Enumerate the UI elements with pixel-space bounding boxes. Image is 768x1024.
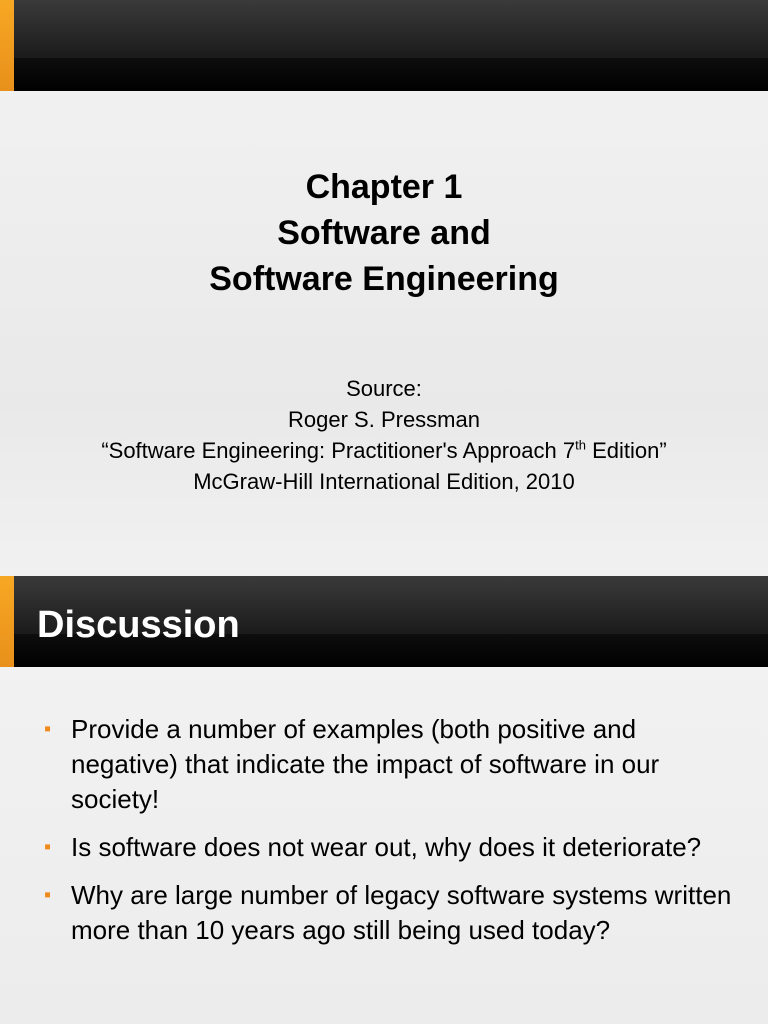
slide-title (0, 164, 768, 302)
bullet-text: Provide a number of examples (both positive and negative) that indicate the impact of software in our society! (71, 714, 660, 814)
book-title-prefix: “Software Engineering: Practitioner's Approach 7 (101, 438, 576, 463)
source-author: Roger S. Pressman (288, 407, 480, 432)
edition-superscript: th (575, 437, 586, 453)
bullet-square-icon: ▪ (44, 836, 52, 858)
source-label: Source: (346, 376, 422, 401)
source-book (0, 435, 768, 466)
orange-accent-bar (0, 576, 14, 667)
slide-header-band (0, 0, 768, 91)
title-line-2: Software and (277, 214, 491, 252)
bullet-square-icon: ▪ (44, 884, 52, 906)
bullet-item (44, 878, 744, 948)
title-line-3: Software Engineering (209, 260, 559, 298)
book-title-suffix: Edition” (585, 438, 667, 463)
bullet-square-icon: ▪ (44, 718, 52, 740)
bullet-item (44, 712, 744, 817)
header-band-gloss (0, 0, 768, 58)
source-publisher: McGraw-Hill International Edition, 2010 (193, 469, 575, 494)
bullet-item (44, 830, 744, 865)
source-citation (0, 373, 768, 497)
bullet-text: Is software does not wear out, why does it deteriorate? (71, 832, 702, 862)
slide-heading: Discussion (37, 604, 240, 646)
bullet-list (44, 712, 744, 961)
orange-accent-bar (0, 0, 14, 91)
title-line-1: Chapter 1 (305, 168, 463, 206)
bullet-text: Why are large number of legacy software systems written more than 10 years ago still being used today? (71, 880, 732, 945)
